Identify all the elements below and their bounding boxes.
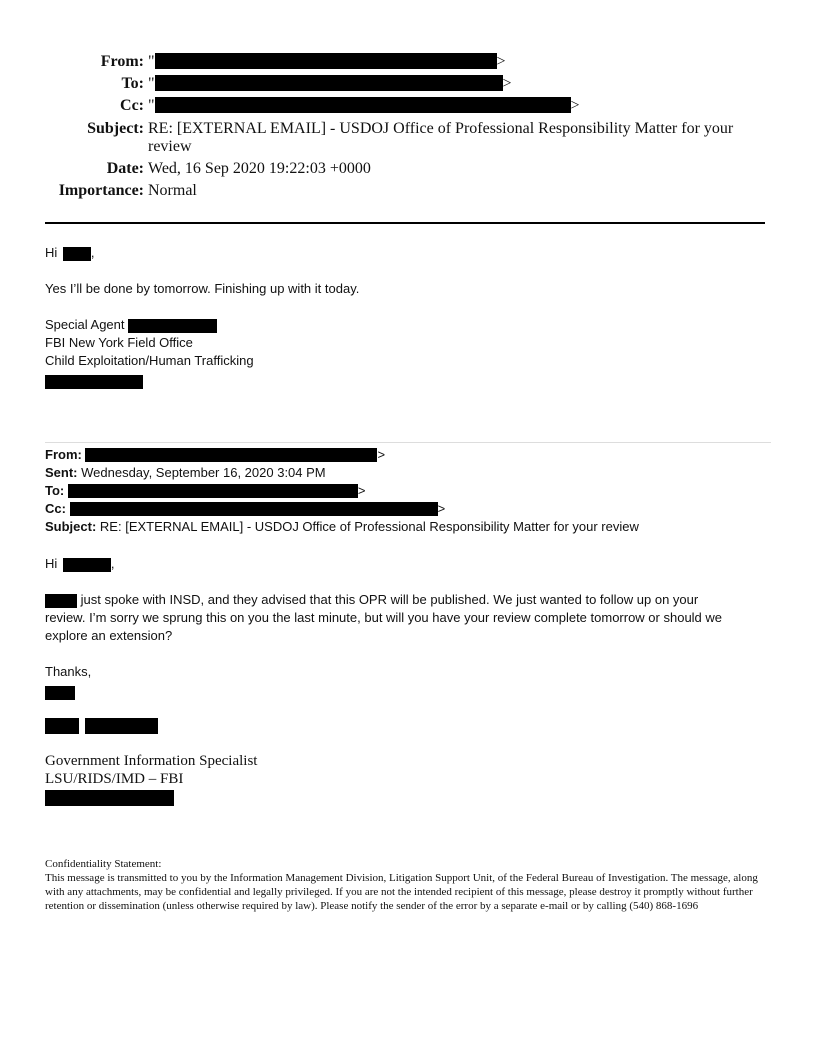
header-importance-label: Importance: bbox=[58, 182, 144, 199]
redaction-box bbox=[45, 686, 75, 700]
header-divider bbox=[45, 222, 765, 224]
header-from-suffix: > bbox=[496, 53, 506, 70]
reply-sig-unit: Child Exploitation/Human Trafficking bbox=[45, 353, 254, 368]
redaction-box bbox=[45, 790, 174, 806]
fw-greeting-text: Hi bbox=[45, 556, 58, 571]
redaction-box bbox=[63, 247, 91, 261]
fw-body-line2: review. I’m sorry we sprung this on you the last minute, but will you have your review complete tomorrow or should we bbox=[45, 610, 723, 625]
redaction-box bbox=[45, 594, 77, 608]
redaction-box bbox=[155, 75, 503, 91]
header-cc-value: " bbox=[148, 97, 155, 114]
fw-subject-value: RE: [EXTERNAL EMAIL] - USDOJ Office of Professional Responsibility Matter for your review bbox=[99, 519, 639, 534]
redaction-box bbox=[70, 502, 438, 516]
header-subject-value: RE: [EXTERNAL EMAIL] - USDOJ Office of Professional Responsibility Matter for your review bbox=[148, 120, 734, 155]
redaction-box bbox=[68, 484, 358, 498]
fw-from-label: From: bbox=[45, 447, 82, 462]
reply-signature bbox=[45, 316, 254, 390]
header-from-label: From: bbox=[100, 53, 144, 70]
reply-sig-title: Special Agent bbox=[45, 317, 125, 332]
redaction-box bbox=[155, 53, 497, 69]
header-importance-value: Normal bbox=[148, 182, 197, 199]
header-date-label: Date: bbox=[106, 160, 144, 177]
reply-body: Yes I’ll be done by tomorrow. Finishing up with it today. bbox=[45, 281, 360, 296]
header-cc-suffix: > bbox=[570, 97, 580, 114]
fw-signature bbox=[45, 752, 257, 806]
confidentiality-statement bbox=[45, 857, 770, 913]
fw-thanks-text: Thanks, bbox=[45, 664, 92, 679]
reply-sig-office: FBI New York Field Office bbox=[45, 335, 193, 350]
fw-cc-row bbox=[45, 500, 445, 518]
fw-sent-row bbox=[45, 464, 326, 482]
redaction-box bbox=[63, 558, 111, 572]
forward-divider bbox=[45, 442, 771, 443]
header-to-suffix: > bbox=[502, 75, 512, 92]
fw-body-line1: just spoke with INSD, and they advised that this OPR will be published. We just wanted to follow up on your bbox=[80, 592, 699, 607]
fw-greeting bbox=[45, 555, 115, 573]
fw-sent-value: Wednesday, September 16, 2020 3:04 PM bbox=[81, 465, 326, 480]
fw-cc-suffix: > bbox=[437, 501, 446, 516]
header-subject-label: Subject: bbox=[87, 120, 144, 137]
header-from-value: " bbox=[148, 53, 155, 70]
fw-to-suffix: > bbox=[357, 483, 366, 498]
header-to-value: " bbox=[148, 75, 155, 92]
redaction-box bbox=[128, 319, 217, 333]
reply-greeting bbox=[45, 244, 95, 262]
fw-to-label: To: bbox=[45, 483, 65, 498]
redaction-box bbox=[85, 718, 158, 734]
header-to-label: To: bbox=[121, 75, 144, 92]
fw-body bbox=[45, 591, 765, 645]
confidentiality-heading: Confidentiality Statement: bbox=[45, 858, 162, 870]
redaction-box bbox=[85, 448, 377, 462]
fw-sent-label: Sent: bbox=[45, 465, 78, 480]
fw-from-row bbox=[45, 446, 385, 464]
reply-greeting-text: Hi bbox=[45, 245, 58, 260]
fw-thanks bbox=[45, 663, 91, 701]
header-cc-label: Cc: bbox=[120, 97, 144, 114]
fw-subject-row bbox=[45, 518, 639, 536]
fw-greeting-punct: , bbox=[110, 556, 115, 571]
fw-from-suffix: > bbox=[377, 447, 386, 462]
fw-subject-label: Subject: bbox=[45, 519, 97, 534]
reply-greeting-punct: , bbox=[90, 245, 95, 260]
fw-to-row bbox=[45, 482, 365, 500]
fw-cc-label: Cc: bbox=[45, 501, 66, 516]
fw-sig-unit: LSU/RIDS/IMD – FBI bbox=[45, 771, 184, 787]
confidentiality-text: This message is transmitted to you by the Information Management Division, Litigation Support Unit, of the Federal Bureau of Investigation. The message, along with any attachments, may be confidential and legally privileged. If you are not the intended recipient of this message, please destroy it promptly without further retention or dissemination (unless otherwise required by law). Please notify the sender of the error by a separate e-mail or by calling (540) 868-1696 bbox=[45, 872, 758, 912]
redaction-box bbox=[45, 375, 143, 389]
redaction-box bbox=[155, 97, 571, 113]
fw-name-redactions bbox=[45, 717, 158, 735]
fw-body-line3: explore an extension? bbox=[45, 628, 173, 643]
fw-sig-title: Government Information Specialist bbox=[45, 753, 258, 769]
redaction-box bbox=[45, 718, 79, 734]
header-date-value: Wed, 16 Sep 2020 19:22:03 +0000 bbox=[148, 160, 371, 177]
